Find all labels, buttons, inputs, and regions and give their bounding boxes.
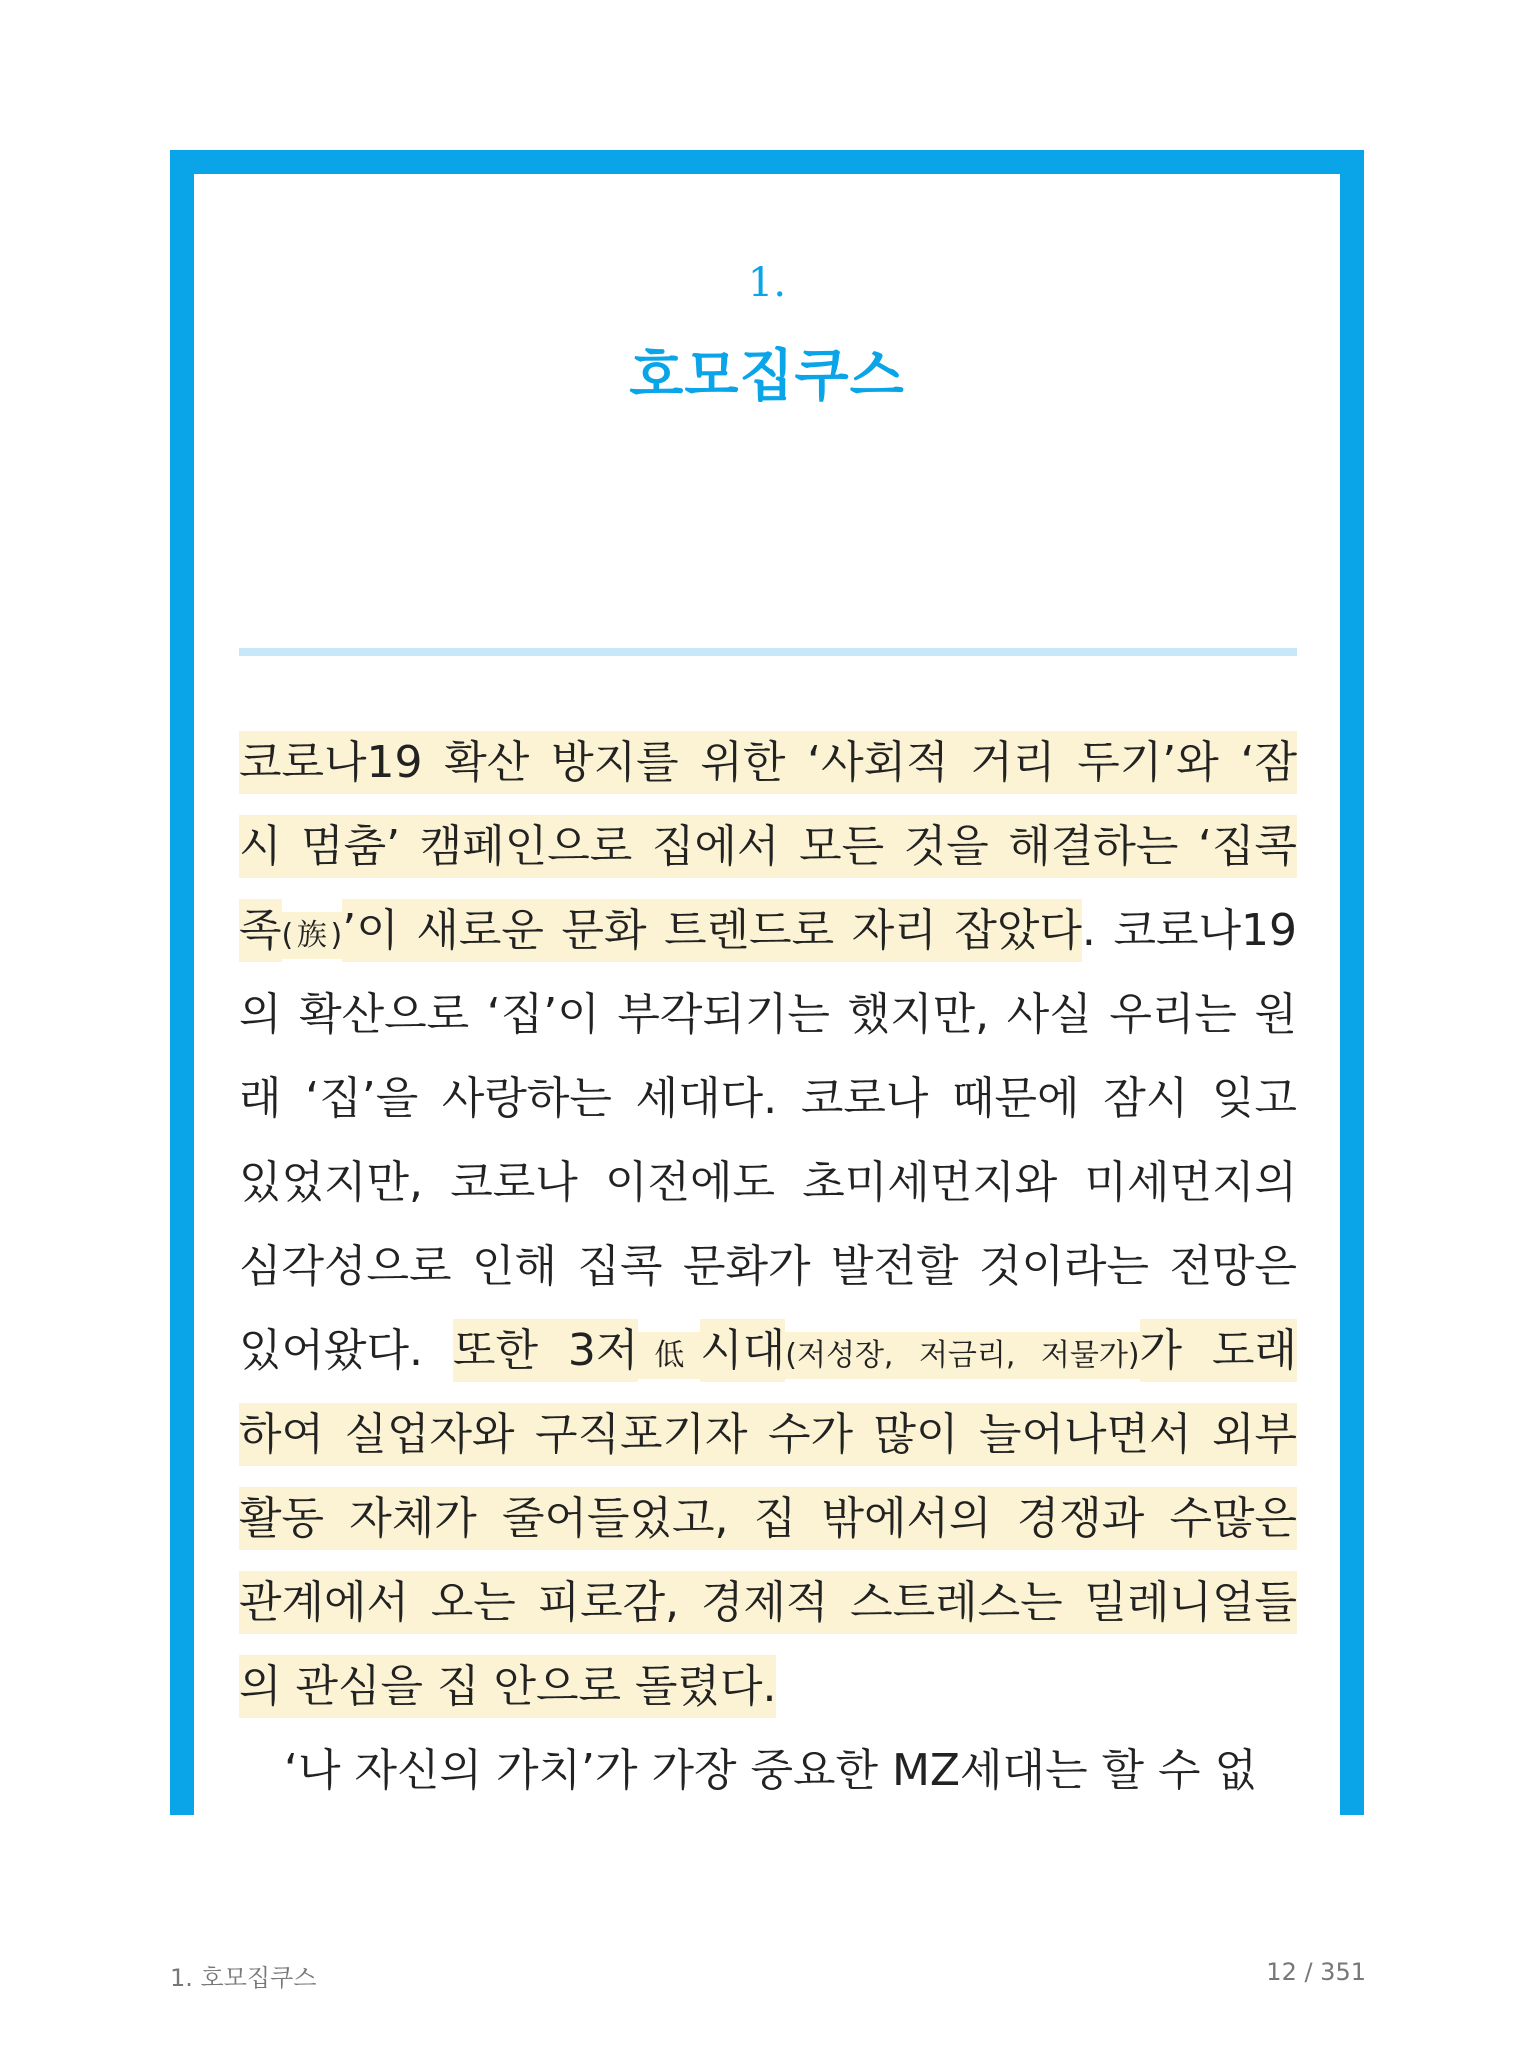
body-line <box>239 1561 1297 1645</box>
body-line <box>239 973 1297 1057</box>
highlighted-text: (저성장, 저금리, 저물가) <box>785 1332 1139 1379</box>
body-text-segment: . 코로나19 <box>1081 905 1297 956</box>
chapter-title: 호모집쿠스 <box>629 344 905 409</box>
body-line <box>239 1645 1297 1729</box>
highlighted-text: 가 도래 <box>1140 1319 1297 1382</box>
body-line <box>239 1225 1297 1309</box>
body-line <box>239 889 1297 973</box>
highlighted-text: 하여 실업자와 구직포기자 수가 많이 늘어나면서 외부 <box>239 1403 1297 1466</box>
highlighted-text: ’이 새로운 문화 트렌드로 자리 잡았다 <box>342 899 1082 962</box>
body-text[interactable] <box>239 721 1297 1813</box>
chapter-divider <box>239 648 1297 656</box>
footer-chapter-label: 1. 호모집쿠스 <box>170 1964 317 1992</box>
highlighted-text: 시대 <box>700 1319 785 1382</box>
highlighted-text: (族) <box>282 912 343 959</box>
body-text-segment: 심각성으로 인해 집콕 문화가 발전할 것이라는 전망은 <box>239 1241 1297 1292</box>
highlighted-text: 또한 3저 <box>453 1319 638 1382</box>
body-text-segment: ‘나 자신의 가치’가 가장 중요한 MZ세대는 할 수 없 <box>284 1745 1258 1796</box>
body-line <box>239 1057 1297 1141</box>
page-indicator: 12 / 351 <box>1266 1958 1366 1986</box>
body-line <box>239 1477 1297 1561</box>
body-text-segment: 의 확산으로 ‘집’이 부각되기는 했지만, 사실 우리는 원 <box>239 989 1297 1040</box>
body-text-segment: 있었지만, 코로나 이전에도 초미세먼지와 미세먼지의 <box>239 1157 1297 1208</box>
highlighted-text: 코로나19 확산 방지를 위한 ‘사회적 거리 두기’와 ‘잠 <box>239 731 1297 794</box>
body-line <box>239 1309 1297 1393</box>
highlighted-text: 족 <box>239 899 282 962</box>
highlighted-text: 활동 자체가 줄어들었고, 집 밖에서의 경쟁과 수많은 <box>239 1487 1297 1550</box>
body-text-segment: 래 ‘집’을 사랑하는 세대다. 코로나 때문에 잠시 잊고 <box>239 1073 1297 1124</box>
body-line <box>239 805 1297 889</box>
body-line <box>239 721 1297 805</box>
body-line <box>239 1393 1297 1477</box>
highlighted-text: 관계에서 오는 피로감, 경제적 스트레스는 밀레니얼들 <box>239 1571 1297 1634</box>
chapter-number: 1. <box>747 260 787 306</box>
highlighted-text: 시 멈춤’ 캠페인으로 집에서 모든 것을 해결하는 ‘집콕 <box>239 815 1297 878</box>
body-line <box>239 1141 1297 1225</box>
highlighted-text: 의 관심을 집 안으로 돌렸다. <box>239 1655 776 1718</box>
highlighted-text: 低 <box>638 1332 700 1379</box>
page-frame <box>170 150 1364 1815</box>
body-text-segment: 있어왔다. <box>239 1325 453 1376</box>
body-line <box>239 1729 1297 1813</box>
